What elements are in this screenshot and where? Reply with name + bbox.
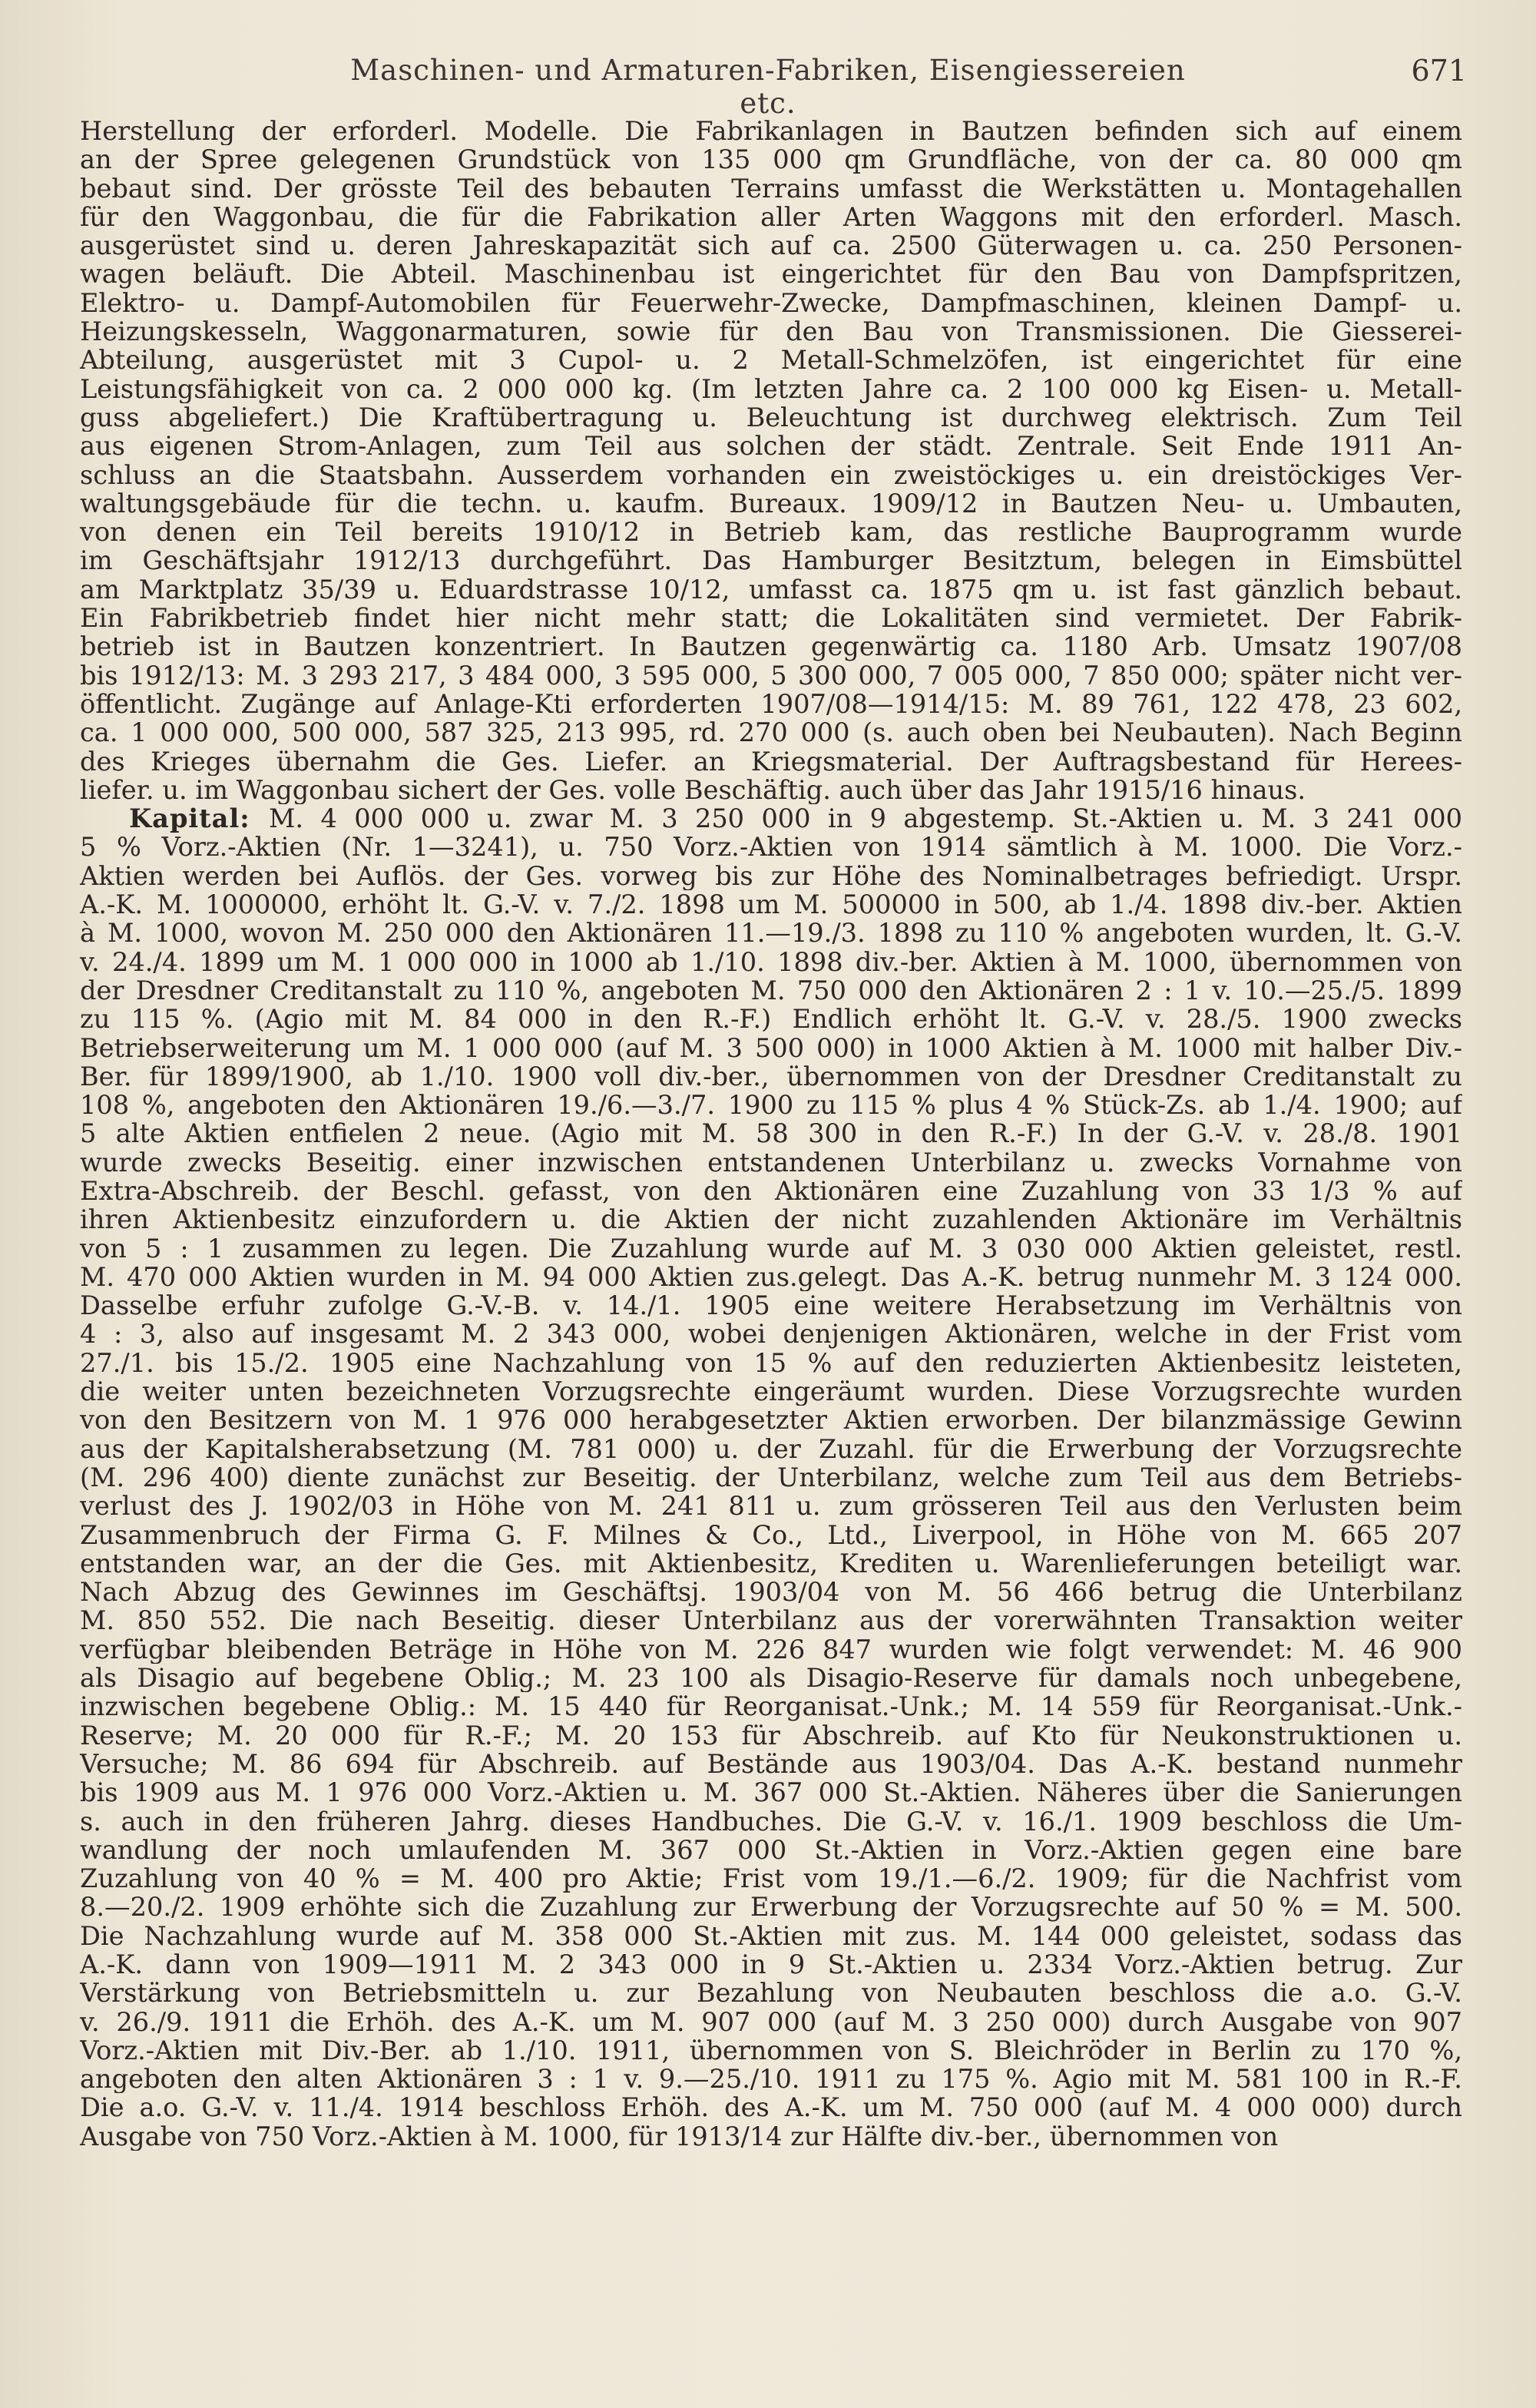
text-line: guss abgeliefert.) Die Kraftübertragung u. Beleuchtung ist durchweg elektrisch. Zum Teil: [80, 402, 1462, 432]
text-line: bebaut sind. Der grösste Teil des bebauten Terrains umfasst die Werkstätten u. Montagehallen: [80, 174, 1462, 203]
text-line: von 5 : 1 zusammen zu legen. Die Zuzahlung wurde auf M. 3 030 000 Aktien geleistet, restl.: [80, 1234, 1462, 1263]
running-title: Maschinen- und Armaturen-Fabriken, Eisengiessereien etc.: [350, 54, 1186, 120]
text-line: Vorz.-Aktien mit Div.-Ber. ab 1./10. 1911, übernommen von S. Bleichröder in Berlin zu 170 %,: [80, 2035, 1462, 2065]
text-line: s. auch in den früheren Jahrg. dieses Handbuches. Die G.-V. v. 16./1. 1909 beschloss die Um-: [80, 1807, 1462, 1836]
text-line: [80, 804, 1462, 833]
text-line-content: M. 4 000 000 u. zwar M. 3 250 000 in 9 abgestemp. St.-Aktien u. M. 3 241 000: [269, 804, 1462, 833]
text-line: von den Besitzern von M. 1 976 000 herabgesetzter Aktien erworben. Der bilanzmässige Gewinn: [80, 1406, 1462, 1435]
text-line: 5 % Vorz.-Aktien (Nr. 1—3241), u. 750 Vorz.-Aktien von 1914 sämtlich à M. 1000. Die Vorz.-: [80, 833, 1462, 862]
text-line: Nach Abzug des Gewinnes im Geschäftsj. 1903/04 von M. 56 466 betrug die Unterbilanz: [80, 1578, 1462, 1607]
text-line: Ausgabe von 750 Vorz.-Aktien à M. 1000, für 1913/14 zur Hälfte div.-ber., übernommen von: [80, 2121, 1279, 2151]
text-line: wagen beläuft. Die Abteil. Maschinenbau ist eingerichtet für den Bau von Dampfspritzen,: [80, 260, 1462, 289]
text-line: öffentlicht. Zugänge auf Anlage-Kti erforderten 1907/08—1914/15: M. 89 761, 122 478, 23 602,: [80, 689, 1462, 719]
text-line: A.-K. M. 1000000, erhöht lt. G.-V. v. 7./2. 1898 um M. 500000 in 500, ab 1./4. 1898 div.-ber. Aktien: [80, 890, 1462, 919]
text-line: bis 1909 aus M. 1 976 000 Vorz.-Aktien u. M. 367 000 St.-Aktien. Näheres über die Sanierungen: [80, 1778, 1462, 1807]
page-number: 671: [1411, 54, 1467, 88]
text-line: Heizungskesseln, Waggonarmaturen, sowie für den Bau von Transmissionen. Die Giesserei-: [80, 317, 1462, 346]
text-line: bis 1912/13: M. 3 293 217, 3 484 000, 3 595 000, 5 300 000, 7 005 000, 7 850 000; später nicht ver-: [80, 661, 1462, 690]
text-line: Zusammenbruch der Firma G. F. Milnes & Co., Ltd., Liverpool, in Höhe von M. 665 207: [80, 1520, 1462, 1549]
text-line: Betriebserweiterung um M. 1 000 000 (auf M. 3 500 000) in 1000 Aktien à M. 1000 mit halber Div.-: [80, 1033, 1462, 1062]
text-line: Verstärkung von Betriebsmitteln u. zur Bezahlung von Neubauten beschloss die a.o. G.-V.: [80, 1979, 1462, 2008]
kapital-label: Kapital:: [129, 804, 270, 833]
text-line: Die a.o. G.-V. v. 11./4. 1914 beschloss Erhöh. des A.-K. um M. 750 000 (auf M. 4 000 000) durch: [80, 2093, 1462, 2122]
text-line: M. 470 000 Aktien wurden in M. 94 000 Aktien zus.gelegt. Das A.-K. betrug nunmehr M. 3 124 000.: [80, 1262, 1462, 1292]
text-line: Abteilung, ausgerüstet mit 3 Cupol- u. 2 Metall-Schmelzöfen, ist eingerichtet für eine: [80, 346, 1462, 375]
text-line: Extra-Abschreib. der Beschl. gefasst, von den Aktionären eine Zuzahlung von 33 1/3 % auf: [80, 1176, 1462, 1206]
text-line: 108 %, angeboten den Aktionären 19./6.—3./7. 1900 zu 115 % plus 4 % Stück-Zs. ab 1./4. 1900; auf: [80, 1091, 1462, 1120]
text-line: 27./1. bis 15./2. 1905 eine Nachzahlung von 15 % auf den reduzierten Aktienbesitz leisteten,: [80, 1348, 1462, 1378]
text-line: von denen ein Teil bereits 1910/12 in Betrieb kam, das restliche Bauprogramm wurde: [80, 518, 1462, 547]
text-line: am Marktplatz 35/39 u. Eduardstrasse 10/12, umfasst ca. 1875 qm u. ist fast gänzlich bebaut.: [80, 575, 1462, 604]
text-line: Versuche; M. 86 694 für Abschreib. auf Bestände aus 1903/04. Das A.-K. bestand nunmehr: [80, 1749, 1462, 1779]
text-line: wandlung der noch umlaufenden M. 367 000 St.-Aktien in Vorz.-Aktien gegen eine bare: [80, 1835, 1462, 1865]
text-line: M. 850 552. Die nach Beseitig. dieser Unterbilanz aus der vorerwähnten Transaktion weiter: [80, 1606, 1462, 1635]
text-line: Ein Fabrikbetrieb findet hier nicht mehr statt; die Lokalitäten sind vermietet. Der Fabrik-: [80, 604, 1462, 633]
text-line: v. 24./4. 1899 um M. 1 000 000 in 1000 ab 1./10. 1898 div.-ber. Aktien à M. 1000, übernommen von: [80, 947, 1462, 976]
text-line: des Krieges übernahm die Ges. Liefer. an Kriegsmaterial. Der Auftragsbestand für Herees-: [80, 747, 1462, 776]
text-line: Aktien werden bei Auflös. der Ges. vorweg bis zur Höhe des Nominalbetrages befriedigt. Urspr.: [80, 861, 1462, 891]
text-line: 4 : 3, also auf insgesamt M. 2 343 000, wobei denjenigen Aktionären, welche in der Frist vom: [80, 1320, 1462, 1349]
text-line: (M. 296 400) diente zunächst zur Beseitig. der Unterbilanz, welche zum Teil aus dem Betriebs-: [80, 1462, 1462, 1492]
text-line: zu 115 %. (Agio mit M. 84 000 in den R.-F.) Endlich erhöht lt. G.-V. v. 28./5. 1900 zwecks: [80, 1005, 1462, 1034]
text-line: ausgerüstet sind u. deren Jahreskapazität sich auf ca. 2500 Güterwagen u. ca. 250 Personen-: [80, 231, 1462, 260]
text-line: à M. 1000, wovon M. 250 000 den Aktionären 11.—19./3. 1898 zu 110 % angeboten wurden, lt. G.-V.: [80, 919, 1462, 948]
text-line: Leistungsfähigkeit von ca. 2 000 000 kg. (Im letzten Jahre ca. 2 100 000 kg Eisen- u. Metall-: [80, 374, 1462, 403]
text-line: inzwischen begebene Oblig.: M. 15 440 für Reorganisat.-Unk.; M. 14 559 für Reorganisat.-Unk.-: [80, 1692, 1462, 1721]
text-line: 8.—20./2. 1909 erhöhte sich die Zuzahlung zur Erwerbung der Vorzugsrechte auf 50 % = M. 500.: [80, 1893, 1462, 1922]
text-line: Reserve; M. 20 000 für R.-F.; M. 20 153 für Abschreib. auf Kto für Neukonstruktionen u.: [80, 1721, 1462, 1750]
text-line: aus der Kapitalsherabsetzung (M. 781 000) u. der Zuzahl. für die Erwerbung der Vorzugsrechte: [80, 1434, 1462, 1463]
text-line: für den Waggonbau, die für die Fabrikation aller Arten Waggons mit den erforderl. Masch.: [80, 202, 1462, 232]
text-line: angeboten den alten Aktionären 3 : 1 v. 9.—25./10. 1911 zu 175 %. Agio mit M. 581 100 in R.-F.: [80, 2065, 1462, 2094]
text-line: Ber. für 1899/1900, ab 1./10. 1900 voll div.-ber., übernommen von der Dresdner Creditanstalt zu: [80, 1062, 1462, 1091]
text-line: die weiter unten bezeichneten Vorzugsrechte eingeräumt wurden. Diese Vorzugsrechte wurden: [80, 1377, 1462, 1406]
text-line: Elektro- u. Dampf-Automobilen für Feuerwehr-Zwecke, Dampfmaschinen, kleinen Dampf- u.: [80, 288, 1462, 318]
text-line: ihren Aktienbesitz einzufordern u. die Aktien der nicht zuzahlenden Aktionäre im Verhältnis: [80, 1205, 1462, 1234]
text-line: betrieb ist in Bautzen konzentriert. In Bautzen gegenwärtig ca. 1180 Arb. Umsatz 1907/08: [80, 632, 1462, 661]
page-header: [0, 54, 1536, 120]
text-line: ca. 1 000 000, 500 000, 587 325, 213 995, rd. 270 000 (s. auch oben bei Neubauten). Nach Beginn: [80, 718, 1462, 747]
body-text: [80, 117, 1462, 2151]
text-line: verfügbar bleibenden Beträge in Höhe von M. 226 847 wurden wie folgt verwendet: M. 46 900: [80, 1635, 1462, 1664]
text-line: schluss an die Staatsbahn. Ausserdem vorhanden ein zweistöckiges u. ein dreistöckiges Ver-: [80, 460, 1462, 489]
text-line: liefer. u. im Waggonbau sichert der Ges. volle Beschäftig. auch über das Jahr 1915/16 hinaus.: [80, 775, 1306, 805]
text-line: 5 alte Aktien entfielen 2 neue. (Agio mit M. 58 300 in den R.-F.) In der G.-V. v. 28./8. 1901: [80, 1119, 1462, 1148]
text-line: als Disagio auf begebene Oblig.; M. 23 100 als Disagio-Reserve für damals noch unbegebene,: [80, 1664, 1462, 1693]
text-line: aus eigenen Strom-Anlagen, zum Teil aus solchen der städt. Zentrale. Seit Ende 1911 An-: [80, 432, 1462, 461]
text-line: der Dresdner Creditanstalt zu 110 %, angeboten M. 750 000 den Aktionären 2 : 1 v. 10.—25./5. 1899: [80, 975, 1462, 1005]
text-line: im Geschäftsjahr 1912/13 durchgeführt. Das Hamburger Besitztum, belegen in Eimsbüttel: [80, 546, 1462, 575]
text-line: entstanden war, an der die Ges. mit Aktienbesitz, Krediten u. Warenlieferungen beteiligt war.: [80, 1548, 1462, 1578]
text-line: Herstellung der erforderl. Modelle. Die Fabrikanlagen in Bautzen befinden sich auf einem: [80, 117, 1462, 146]
text-line: Zuzahlung von 40 % = M. 400 pro Aktie; Frist vom 19./1.—6./2. 1909; für die Nachfrist vom: [80, 1864, 1462, 1893]
text-line: A.-K. dann von 1909—1911 M. 2 343 000 in 9 St.-Aktien u. 2334 Vorz.-Aktien betrug. Zur: [80, 1950, 1462, 1979]
text-line: Die Nachzahlung wurde auf M. 358 000 St.-Aktien mit zus. M. 144 000 geleistet, sodass das: [80, 1921, 1462, 1950]
text-line: waltungsgebäude für die techn. u. kaufm. Bureaux. 1909/12 in Bautzen Neu- u. Umbauten,: [80, 489, 1462, 518]
text-line: Dasselbe erfuhr zufolge G.-V.-B. v. 14./1. 1905 eine weitere Herabsetzung im Verhältnis von: [80, 1291, 1462, 1320]
text-line: v. 26./9. 1911 die Erhöh. des A.-K. um M. 907 000 (auf M. 3 250 000) durch Ausgabe von 907: [80, 2007, 1462, 2036]
text-line: wurde zwecks Beseitig. einer inzwischen entstandenen Unterbilanz u. zwecks Vornahme von: [80, 1148, 1462, 1177]
text-line: an der Spree gelegenen Grundstück von 135 000 qm Grundfläche, von der ca. 80 000 qm: [80, 145, 1462, 174]
text-line: verlust des J. 1902/03 in Höhe von M. 241 811 u. zum grösseren Teil aus den Verlusten beim: [80, 1492, 1462, 1521]
